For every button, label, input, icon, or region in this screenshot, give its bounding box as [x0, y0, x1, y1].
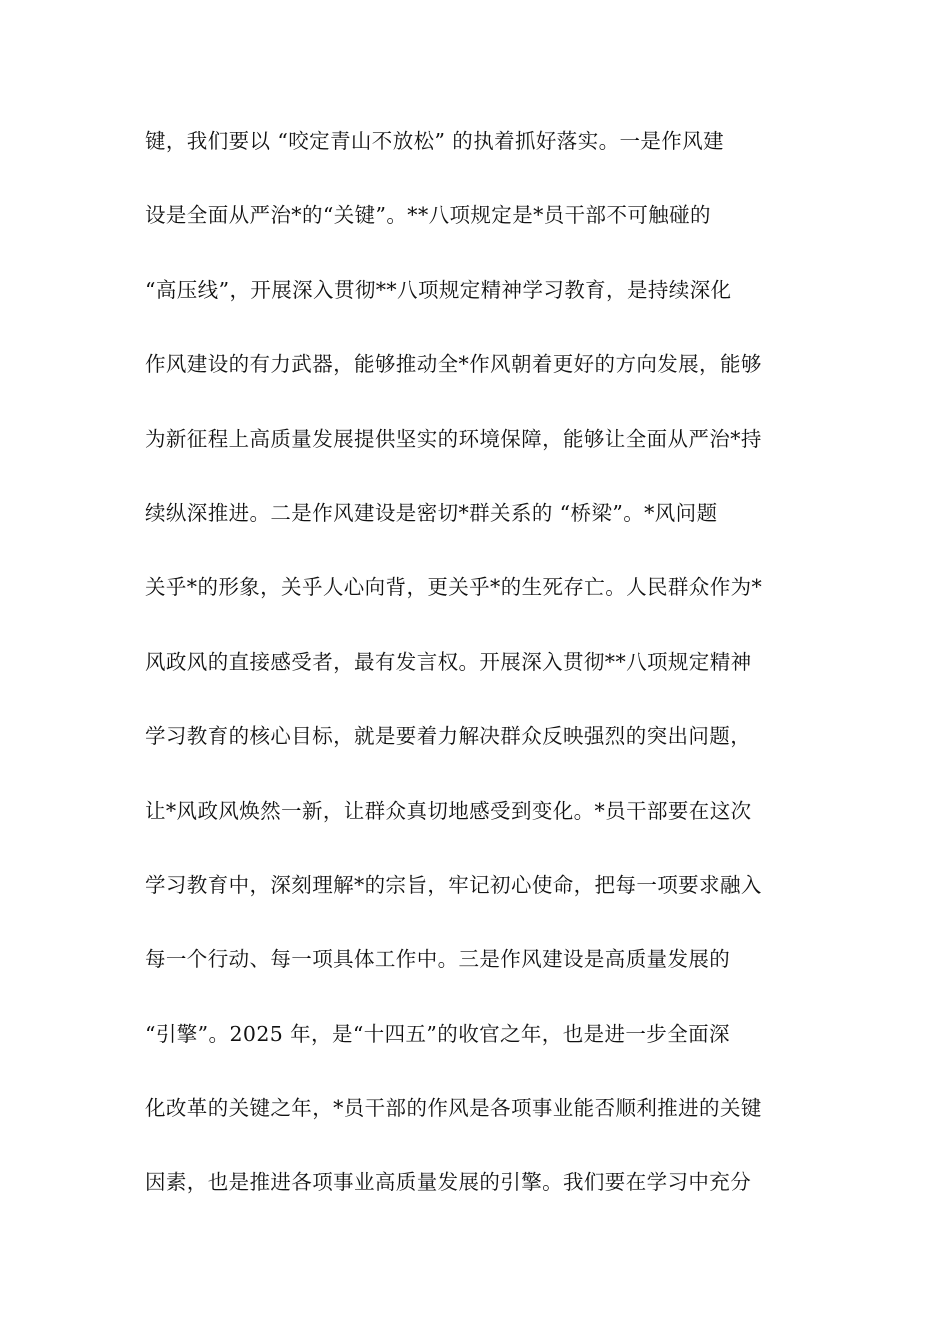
body-text — [145, 118, 825, 1234]
text-line-6: 续纵深推进。二是作风建设是密切*群关系的 “桥梁”。*风问题 — [145, 500, 718, 525]
text-line-11: 学习教育中，深刻理解*的宗旨，牢记初心使命，把每一项要求融入 — [145, 872, 762, 897]
text-line-10: 让*风政风焕然一新，让群众真切地感受到变化。*员干部要在这次 — [145, 798, 752, 823]
text-line-8: 风政风的直接感受者，最有发言权。开展深入贯彻**八项规定精神 — [145, 649, 752, 674]
text-line-7: 关乎*的形象，关乎人心向背，更关乎*的生死存亡。人民群众作为* — [145, 575, 763, 600]
text-line-1: 键，我们要以 “咬定青山不放松” 的执着抓好落实。一是作风建 — [145, 129, 724, 153]
text-line-2: 设是全面从严治*的“关键”。**八项规定是*员干部不可触碰的 — [145, 203, 711, 228]
text-line-5: 为新征程上高质量发展提供坚实的环境保障，能够让全面从严治*持 — [145, 426, 762, 451]
text-line-13: “引擎”。2025 年，是“十四五”的收官之年，也是进一步全面深 — [145, 1021, 730, 1046]
text-line-9: 学习教育的核心目标，就是要着力解决群众反映强烈的突出问题， — [145, 724, 752, 749]
text-line-12: 每一个行动、每一项具体工作中。三是作风建设是高质量发展的 — [145, 947, 731, 972]
text-line-3: “高压线”，开展深入贯彻**八项规定精神学习教育，是持续深化 — [145, 277, 732, 302]
text-line-14: 化改革的关键之年，*员干部的作风是各项事业能否顺利推进的关键 — [145, 1096, 762, 1121]
text-line-15: 因素，也是推进各项事业高质量发展的引擎。我们要在学习中充分 — [145, 1170, 752, 1195]
text-line-4: 作风建设的有力武器，能够推动全*作风朝着更好的方向发展，能够 — [145, 352, 762, 377]
